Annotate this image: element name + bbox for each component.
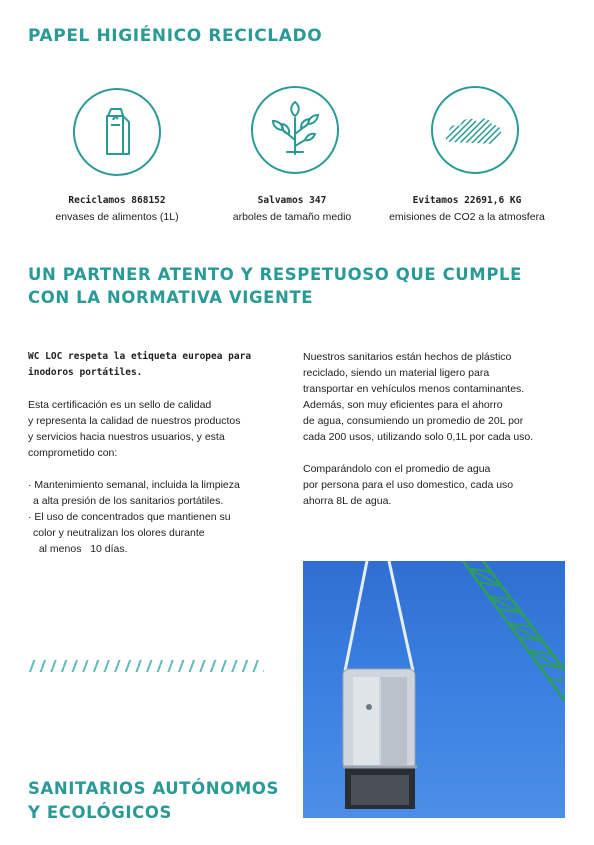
tree-icon [253, 88, 337, 172]
right-line4: Además, son muy eficientes para el ahorro [303, 399, 503, 411]
intro-line1: WC LOC respeta la etiqueta europea para [28, 351, 252, 362]
intro-line2: inodoros portátiles. [28, 367, 143, 378]
section-title-sanitarios [28, 777, 279, 825]
cert-line2: y representa la calidad de nuestros productos [28, 415, 241, 427]
right-line7: Comparándolo con el promedio de agua [303, 463, 491, 475]
right-line8: por persona para el uso domestico, cada uso [303, 479, 514, 491]
stat-envases-bold: Reciclamos 868152 [68, 195, 166, 206]
milk-carton-circle [73, 88, 161, 176]
cloud-icon [433, 88, 517, 172]
right-column [303, 349, 573, 509]
right-line5: de agua, consumiendo un promedio de 20L por [303, 415, 524, 427]
section-title-papel: PAPEL HIGIÉNICO RECICLADO [28, 26, 323, 46]
stat-arboles [197, 192, 387, 225]
right-line2: reciclado, siendo un material ligero para [303, 367, 490, 379]
section-title-partner [28, 263, 522, 309]
milk-carton-icon [75, 90, 159, 174]
right-line6: cada 200 usos, utilizando solo 0,1L por cada uso. [303, 431, 534, 443]
bullet1-line1: · Mantenimiento semanal, incluida la limpieza [28, 479, 240, 491]
bullet2-line3: al menos 10 días. [33, 543, 128, 555]
stat-emisiones [372, 192, 562, 225]
cert-line3: y servicios hacia nuestros usuarios, y esta [28, 431, 225, 443]
bullet2-line1: · El uso de concentrados que mantienen su [28, 511, 231, 523]
cert-line4: comprometido con: [28, 447, 118, 459]
section-title-sanitarios-line1: SANITARIOS AUTÓNOMOS [28, 779, 279, 798]
stat-envases-text: envases de alimentos (1L) [55, 211, 179, 223]
section-title-sanitarios-line2: Y ECOLÓGICOS [28, 803, 172, 822]
tree-circle [251, 86, 339, 174]
slash-divider [28, 660, 264, 672]
bullet2-line2: color y neutralizan los olores durante [33, 527, 205, 539]
cloud-circle [431, 86, 519, 174]
left-column [28, 349, 290, 557]
stat-arboles-bold: Salvamos 347 [257, 195, 327, 206]
stat-emisiones-text: emisiones de CO2 a la atmosfera [389, 211, 545, 223]
crane-photo [303, 561, 565, 818]
right-line3: transportar en vehículos menos contaminantes. [303, 383, 525, 395]
right-line9: ahorra 8L de agua. [303, 495, 392, 507]
section-title-partner-line1: UN PARTNER ATENTO Y RESPETUOSO QUE CUMPLE [28, 265, 522, 284]
crane-illustration [303, 561, 565, 818]
stat-envases [22, 192, 212, 225]
right-line1: Nuestros sanitarios están hechos de plástico [303, 351, 512, 363]
section-title-partner-line2: CON LA NORMATIVA VIGENTE [28, 288, 314, 307]
cert-line1: Esta certificación es un sello de calidad [28, 399, 212, 411]
stat-arboles-text: arboles de tamaño medio [232, 211, 352, 223]
bullet1-line2: a alta presión de los sanitarios portátiles. [33, 495, 224, 507]
stat-emisiones-bold: Evitamos 22691,6 KG [412, 195, 522, 206]
